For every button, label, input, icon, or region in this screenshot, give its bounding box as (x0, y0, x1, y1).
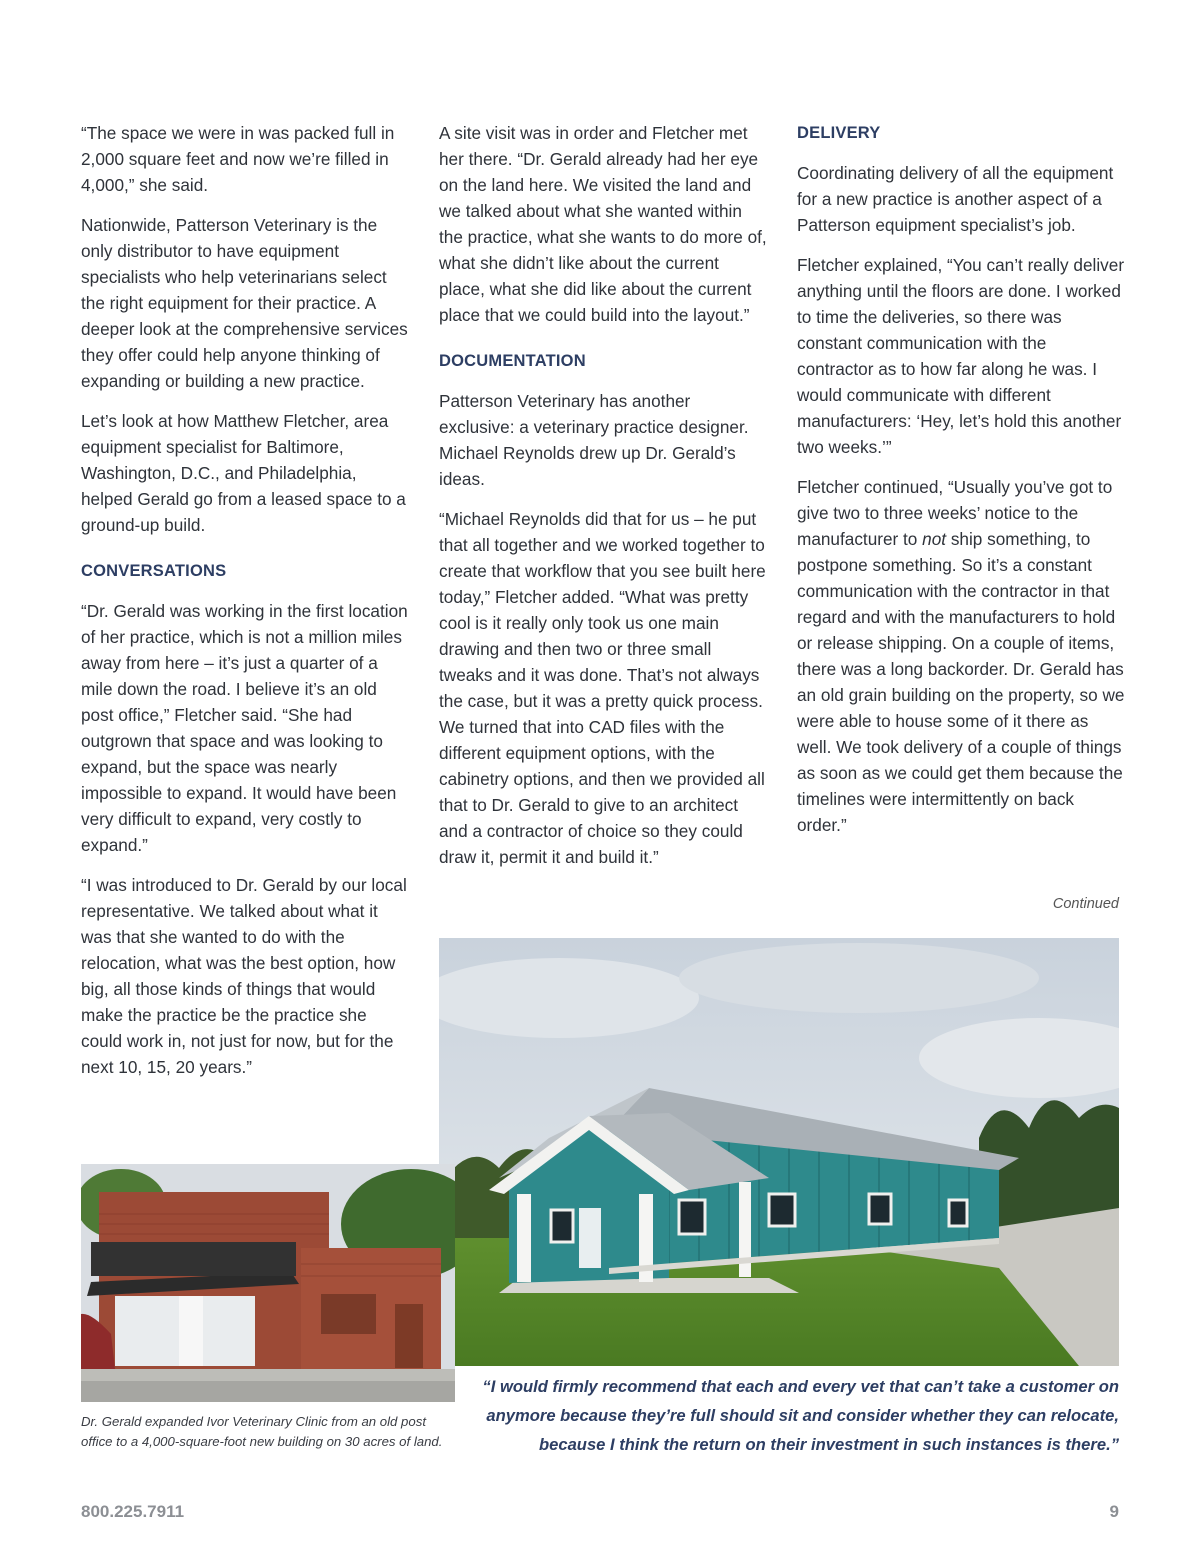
pull-quote: “I would firmly recommend that each and every vet that can’t take a customer on anymore because they’re full should sit and consider whether they can relocate, because I think the return on their investment in such instances is there.” (482, 1377, 1119, 1454)
text-run: ship something, to postpone something. So it’s a constant communication with the contractor in that regard and with the manufacturers to hold or release shipping. On a couple of items, there was a long backorder. Dr. Gerald has an old grain building on the property, so we were able to house some of it there as well. We took delivery of a couple of things as soon as we could get them because the timelines were intermittently on back order.” (797, 529, 1125, 835)
paragraph: “Michael Reynolds did that for us – he put that all together and we worked together to create that workflow that you see built here today,” Fletcher added. “What was pretty cool is it really only took us one main drawing and then two or three small tweaks and it was done. That’s not always the case, but it was a pretty quick process. We turned that into CAD files with the different equipment options, with the cabinetry options, and then we provided all that to Dr. Gerald to give to an architect and a contractor of choice so they could draw it, permit it and build it.” (439, 509, 766, 867)
article-column-3 (797, 120, 1127, 852)
paragraph: Patterson Veterinary has another exclusive: a veterinary practice designer. Michael Reynolds drew up Dr. Gerald’s ideas. (439, 391, 749, 489)
text-run: Fletcher continued, “Usually you’ve got to give two to three weeks’ notice to the manufacturer to (797, 477, 1113, 549)
new-clinic-illustration (439, 938, 1119, 1366)
paragraph: Nationwide, Patterson Veterinary is the only distributor to have equipment specialists who help veterinarians select the right equipment for their practice. A deeper look at the comprehensive services they offer could help anyone thinking of expanding or building a new practice. (81, 215, 408, 391)
section-heading-conversations: CONVERSATIONS (81, 562, 227, 580)
article-column-1 (81, 120, 411, 1094)
paragraph: “Dr. Gerald was working in the first location of her practice, which is not a million miles away from here – it’s just a quarter of a mile down the road. I believe it’s an old post office,” Fletcher said. “She had outgrown that space and was looking to expand, but the space was nearly impossible to expand. It would have been very difficult to expand, very costly to expand.” (81, 601, 408, 855)
section-heading-documentation: DOCUMENTATION (439, 352, 586, 370)
old-post-office-illustration (81, 1164, 455, 1402)
old-post-office-photo (81, 1164, 455, 1402)
photo-caption: Dr. Gerald expanded Ivor Veterinary Clinic from an old post office to a 4,000-square-foot new building on 30 acres of land. (81, 1414, 443, 1449)
paragraph: A site visit was in order and Fletcher met her there. “Dr. Gerald already had her eye on the land here. We visited the land and we talked about what she wanted within the practice, what she wants to do more of, what she didn’t like about the current place, what she did like about the current place that we could build into the layout.” (439, 123, 767, 325)
paragraph: “The space we were in was packed full in 2,000 square feet and now we’re filled in 4,000,” she said. (81, 123, 395, 195)
paragraph: Fletcher explained, “You can’t really deliver anything until the floors are done. I worked to time the deliveries, so there was constant communication with the contractor as to how far along he was. I would communicate with different manufacturers: ‘Hey, let’s hold this another two weeks.’” (797, 255, 1125, 457)
section-heading-delivery: DELIVERY (797, 124, 881, 142)
footer-phone-number: 800.225.7911 (81, 1502, 185, 1521)
continued-label: Continued (1052, 896, 1119, 912)
paragraph: Coordinating delivery of all the equipment for a new practice is another aspect of a Patterson equipment specialist’s job. (797, 163, 1114, 235)
emphasis: not (922, 529, 947, 549)
new-clinic-photo (439, 938, 1119, 1366)
paragraph: Let’s look at how Matthew Fletcher, area equipment specialist for Baltimore, Washington, D.C., and Philadelphia, helped Gerald go from a leased space to a ground-up build. (81, 411, 406, 535)
article-column-2 (439, 120, 769, 884)
page-number: 9 (1109, 1502, 1119, 1521)
paragraph (797, 474, 1127, 838)
paragraph: “I was introduced to Dr. Gerald by our local representative. We talked about what it was that she wanted to do with the relocation, what was the best option, how big, all those kinds of things that would make the practice be the practice she could work in, not just for now, but for the next 10, 15, 20 years.” (81, 875, 407, 1077)
